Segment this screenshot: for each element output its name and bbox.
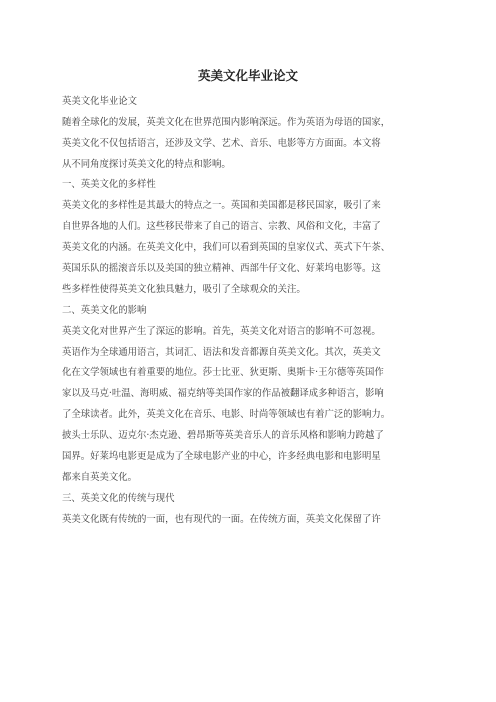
paragraph-line: 英美文化的内涵。在英美文化中，我们可以看到英国的皇家仪式、英式下午茶、 xyxy=(62,242,391,253)
section-heading: 二、英美文化的影响 xyxy=(62,305,147,316)
paragraph-line: 英美文化的多样性是其最大的特点之一。英国和美国都是移民国家，吸引了来 xyxy=(62,200,381,211)
paragraph-line: 化在文学领域也有着重要的地位。莎士比亚、狄更斯、奥斯卡·王尔德等英国作 xyxy=(62,367,384,378)
paragraph-line: 英美文化既有传统的一面，也有现代的一面。在传统方面，英美文化保留了许 xyxy=(62,514,381,525)
paragraph-line: 英国乐队的摇滚音乐以及美国的独立精神、西部牛仔文化、好莱坞电影等。这 xyxy=(62,263,381,274)
document-title: 英美文化毕业论文 xyxy=(197,68,298,83)
paragraph-line: 英语作为全球通用语言，其词汇、语法和发音都源自英美文化。其次，英美文 xyxy=(62,347,381,358)
paragraph-line: 英美文化毕业论文 xyxy=(62,96,138,107)
paragraph-line: 英美文化不仅包括语言，还涉及文学、艺术、音乐、电影等方方面面。本文将 xyxy=(62,138,381,149)
paragraph-line: 英美文化对世界产生了深远的影响。首先，英美文化对语言的影响不可忽视。 xyxy=(62,326,381,337)
paragraph-line: 从不同角度探讨英美文化的特点和影响。 xyxy=(62,159,231,170)
paragraph-line: 家以及马克·吐温、海明威、福克纳等美国作家的作品被翻译成多种语言，影响 xyxy=(62,388,384,399)
paragraph-line: 随着全球化的发展，英美文化在世界范围内影响深远。作为英语为母语的国家， xyxy=(62,117,391,128)
paragraph-line: 都来自英美文化。 xyxy=(62,472,138,483)
paragraph-line: 披头士乐队、迈克尔·杰克逊、碧昂斯等英美音乐人的音乐风格和影响力跨越了 xyxy=(62,430,384,441)
paragraph-line: 自世界各地的人们。这些移民带来了自己的语言、宗教、风俗和文化，丰富了 xyxy=(62,221,381,232)
section-heading: 三、英美文化的传统与现代 xyxy=(62,493,175,504)
section-heading: 一、英美文化的多样性 xyxy=(62,179,156,190)
paragraph-line: 些多样性使得英美文化独具魅力，吸引了全球观众的关注。 xyxy=(62,284,306,295)
paragraph-line: 了全球读者。此外，英美文化在音乐、电影、时尚等领域也有着广泛的影响力。 xyxy=(62,409,391,420)
paragraph-line: 国界。好莱坞电影更是成为了全球电影产业的中心，许多经典电影和电影明星 xyxy=(62,451,381,462)
